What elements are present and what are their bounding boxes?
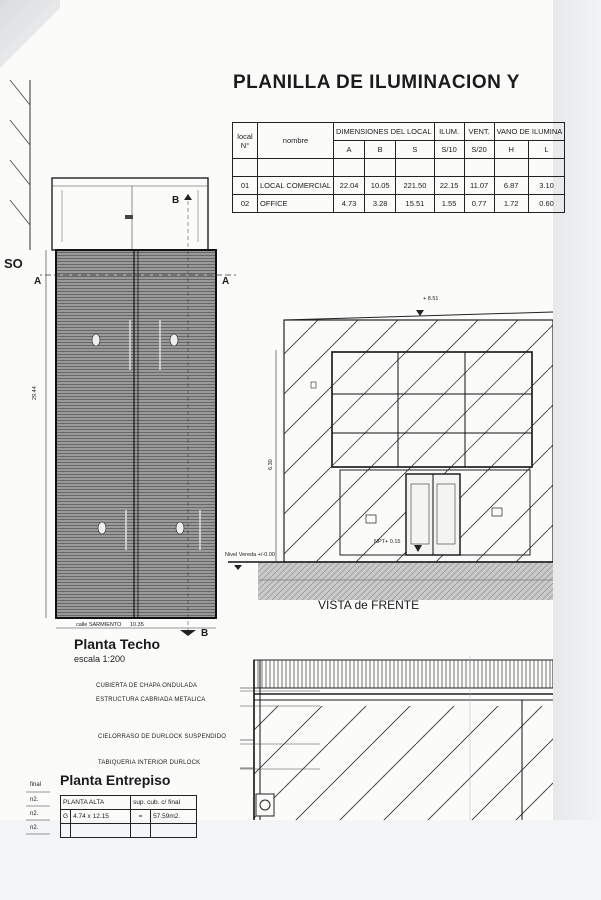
cut-a-left-label: A — [34, 276, 42, 287]
header-s10: S/10 — [434, 141, 464, 159]
cell-nombre: OFFICE — [258, 195, 334, 213]
note-tabiqueria: TABIQUERIA INTERIOR DURLOCK — [98, 760, 201, 766]
cell-n: 01 — [233, 177, 258, 195]
nivel-vereda: Nivel Vereda +/-0.00 — [225, 552, 275, 558]
cut-b-bottom-label: B — [201, 628, 209, 639]
elevation-height-dim: 6.30 — [268, 459, 274, 470]
page-title: PLANILLA DE ILUMINACION Y — [233, 72, 520, 93]
side-col-row: n2. — [30, 825, 39, 831]
cell-l: 0.60 — [528, 195, 565, 213]
cell-vent: 0.77 — [464, 195, 494, 213]
roof-plan-drawing — [40, 170, 240, 640]
cell-nombre: LOCAL COMERCIAL — [258, 177, 334, 195]
header-vano: VANO DE ILUMINA — [494, 123, 565, 141]
header-local: local — [237, 131, 253, 141]
width-dimension: 10.35 — [130, 622, 144, 628]
header-l: L — [528, 141, 565, 159]
cell-area: 57.59m2. — [151, 810, 197, 824]
header-b: B — [365, 141, 396, 159]
header-dimensiones: DIMENSIONES DEL LOCAL — [334, 123, 435, 141]
header-a: A — [334, 141, 365, 159]
cut-b-top-label: B — [172, 195, 180, 206]
cell-h: 6.87 — [494, 177, 528, 195]
header-ilum: ILUM. — [434, 123, 464, 141]
header-s: S — [396, 141, 434, 159]
header-nombre: nombre — [258, 123, 334, 159]
cell-ilum: 22.15 — [434, 177, 464, 195]
elevation-top-level: + 8.51 — [423, 296, 439, 302]
side-col-row: n2. — [30, 797, 39, 803]
header-h: H — [494, 141, 528, 159]
table-spacer-row — [233, 159, 565, 177]
cell-a: 4.73 — [334, 195, 365, 213]
note-cielorraso: CIELORRASO DE DURLOCK SUSPENDIDO — [98, 734, 227, 740]
note-cubierta: CUBIERTA DE CHAPA ONDULADA — [96, 683, 198, 689]
entrepiso-title: Planta Entrepiso — [60, 772, 171, 788]
col-local — [233, 123, 258, 159]
section-drawing — [240, 656, 553, 820]
street-label: calle SARMIENTO — [76, 622, 122, 628]
length-dimension: 29.44 — [32, 386, 38, 400]
cell-h: 1.72 — [494, 195, 528, 213]
front-elevation-drawing — [228, 290, 553, 605]
cell-b: 10.05 — [365, 177, 396, 195]
cell-s: 221.50 — [396, 177, 434, 195]
page-corner — [0, 0, 60, 90]
side-col-lines — [26, 780, 50, 838]
table-row — [233, 195, 565, 213]
npt-level: NPT+ 0.15 — [374, 539, 401, 545]
cell-vent: 11.07 — [464, 177, 494, 195]
cut-a-right-label: A — [222, 276, 230, 287]
table-row — [61, 824, 197, 838]
header-n: N° — [240, 140, 250, 150]
side-col-header: final — [30, 782, 42, 788]
left-fragment-text: SO — [4, 256, 23, 271]
table-row — [61, 810, 197, 824]
header-s20: S/20 — [464, 141, 494, 159]
entrepiso-table — [60, 795, 197, 838]
cell-b: 3.28 — [365, 195, 396, 213]
illumination-table — [232, 122, 565, 213]
table-header-row — [61, 796, 197, 810]
header-planta-alta: PLANTA ALTA — [61, 796, 131, 810]
cell-eq: = — [131, 810, 151, 824]
cell-l: 3.10 — [528, 177, 565, 195]
cell-id: G — [61, 810, 71, 824]
table-header-row — [233, 123, 565, 141]
cell-n: 02 — [233, 195, 258, 213]
cell-ilum: 1.55 — [434, 195, 464, 213]
left-edge-hatch — [0, 80, 40, 250]
cell-s: 15.51 — [396, 195, 434, 213]
roof-plan-title: Planta Techo — [74, 636, 161, 652]
roof-plan-scale: escala 1:200 — [74, 654, 126, 664]
table-row — [233, 177, 565, 195]
cell-a: 22.04 — [334, 177, 365, 195]
cell-dims: 4.74 x 12.15 — [71, 810, 131, 824]
elevation-title: VISTA de FRENTE — [318, 598, 420, 612]
note-estructura: ESTRUCTURA CABRIADA METALICA — [96, 697, 206, 703]
header-sup-cub: sup. cub. c/ final — [131, 796, 197, 810]
header-vent: VENT. — [464, 123, 494, 141]
side-col-row: n2. — [30, 811, 39, 817]
